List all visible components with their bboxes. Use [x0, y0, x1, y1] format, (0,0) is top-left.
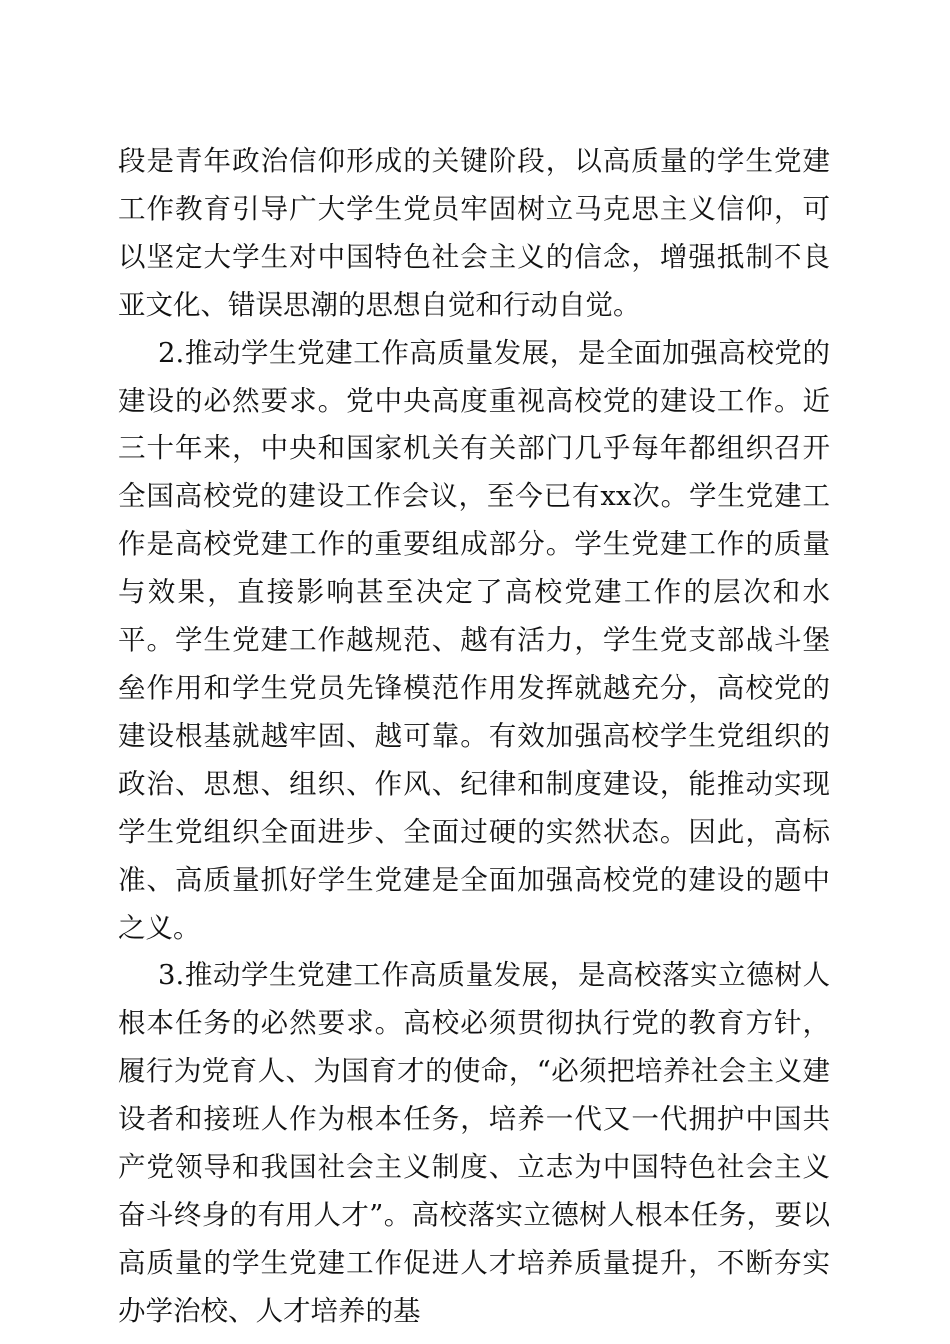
paragraph-continuation: 段是青年政治信仰形成的关键阶段，以高质量的学生党建工作教育引导广大学生党员牢固树立马克思主义信仰，可以坚定大学生对中国特色社会主义的信念，增强抵制不良亚文化、错误思潮的思想自觉和行动自觉。: [118, 145, 830, 321]
body-text: [118, 138, 830, 1336]
paragraph-point-3: 3.推动学生党建工作高质量发展，是高校落实立德树人根本任务的必然要求。高校必须贯彻执行党的教育方针，履行为党育人、为国育才的使命，“必须把培养社会主义建设者和接班人作为根本任务，培养一代又一代拥护中国共产党领导和我国社会主义制度、立志为中国特色社会主义奋斗终身的有用人才”。高校落实立德树人根本任务，要以高质量的学生党建工作促进人才培养质量提升，不断夯实办学治校、人才培养的基: [118, 959, 830, 1327]
paragraph-point-2: 2.推动学生党建工作高质量发展，是全面加强高校党的建设的必然要求。党中央高度重视高校党的建设工作。近三十年来，中央和国家机关有关部门几乎每年都组织召开全国高校党的建设工作会议，至今已有xx次。学生党建工作是高校党建工作的重要组成部分。学生党建工作的质量与效果，直接影响甚至决定了高校党建工作的层次和水平。学生党建工作越规范、越有活力，学生党支部战斗堡垒作用和学生党员先锋模范作用发挥就越充分，高校党的建设根基就越牢固、越可靠。有效加强高校学生党组织的政治、思想、组织、作风、纪律和制度建设，能推动实现学生党组织全面进步、全面过硬的实然状态。因此，高标准、高质量抓好学生党建是全面加强高校党的建设的题中之义。: [118, 336, 830, 944]
